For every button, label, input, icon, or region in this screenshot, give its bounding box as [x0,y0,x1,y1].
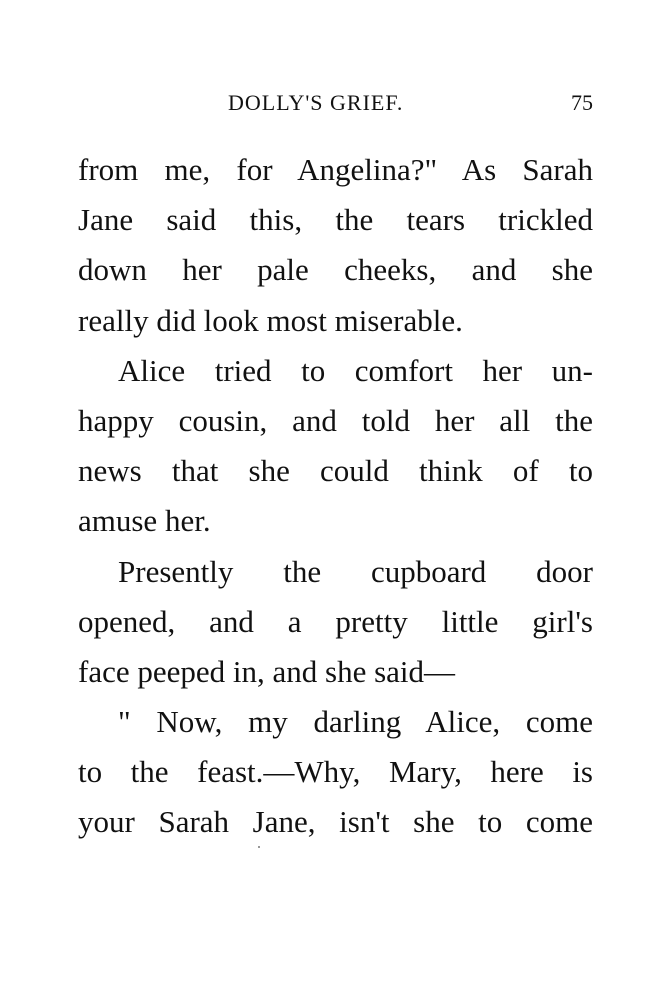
text-line: Presently the cupboard door [118,553,593,589]
text-line: opened, and a pretty little girl's [78,603,593,639]
body-text [78,145,593,848]
text-line: happy cousin, and told her all the [78,402,593,438]
text-line: " Now, my darling Alice, come [118,704,593,740]
text-line: amuse her. [78,503,211,539]
running-title: DOLLY'S GRIEF. [228,90,404,115]
text-line: down her pale cheeks, and she [78,252,593,288]
text-line: really did look most miserable. [78,302,463,338]
page-number: 75 [571,90,593,115]
text-line: to the feast.—Why, Mary, here is [78,754,593,790]
running-head [78,88,593,118]
text-line: face peeped in, and she said— [78,653,456,689]
text-line: from me, for Angelina?" As Sarah [78,152,593,187]
text-line: news that she could think of to [78,453,593,489]
text-line: Jane said this, the tears trickled [78,202,593,238]
text-line: Alice tried to comfort her un- [118,352,593,388]
text-line: your Sarah Jane, isn't she to come [78,804,593,840]
print-speck [258,846,260,848]
